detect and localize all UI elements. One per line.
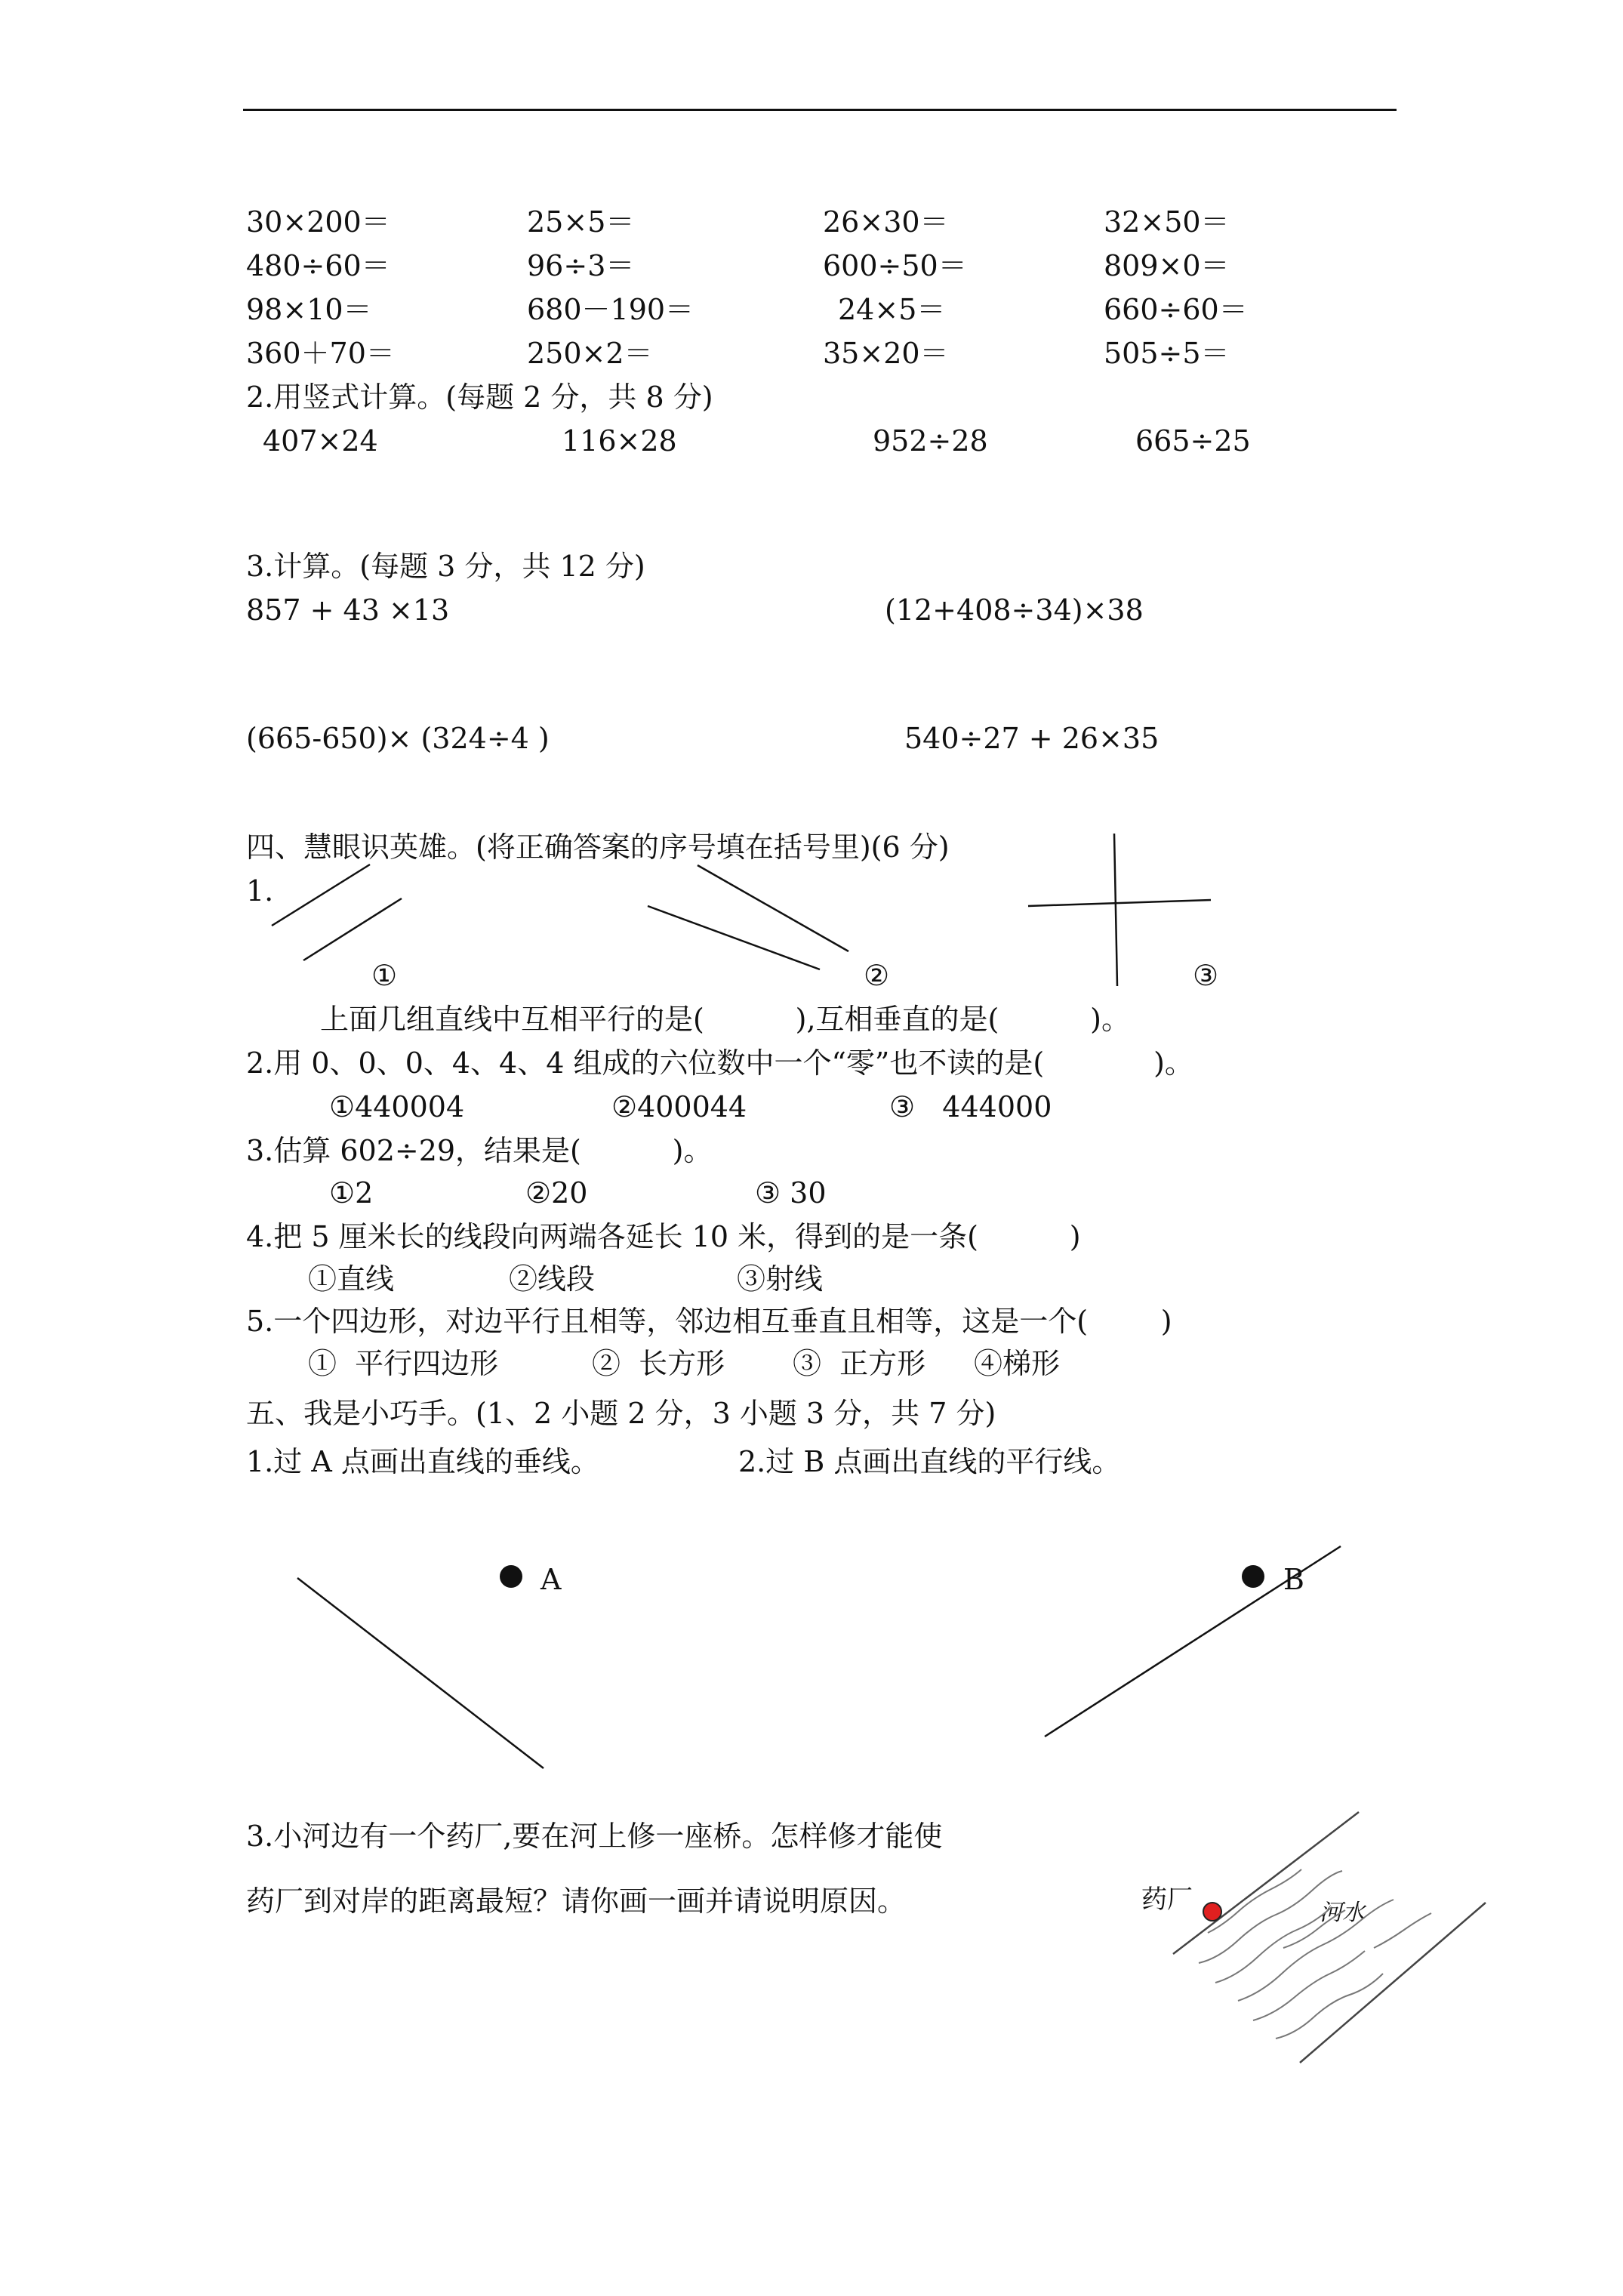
- sec4-q1-number: 1.: [246, 874, 274, 908]
- given-line: [297, 1578, 544, 1768]
- point-b: [1242, 1565, 1264, 1588]
- sec4-q4-text: 4.把 5 厘米长的线段向两端各延长 10 米，得到的是一条( ): [246, 1220, 1081, 1253]
- q3-item: 540÷27 + 26×35: [904, 722, 1160, 755]
- line: [1114, 834, 1117, 986]
- q2-item: 665÷25: [1135, 424, 1251, 458]
- q3-heading: 3.计算。(每题 3 分，共 12 分): [246, 550, 645, 583]
- option: ①直线: [308, 1262, 395, 1296]
- option: ① 平行四边形: [308, 1347, 499, 1380]
- sec4-q1-text: 上面几组直线中互相平行的是( ),互相垂直的是( )。: [320, 1003, 1130, 1036]
- option: ③射线: [737, 1262, 824, 1296]
- sec5-q3-line2: 药厂到对岸的距离最短？请你画一画并请说明原因。: [246, 1885, 907, 1918]
- sec4-q5-text: 5.一个四边形，对边平行且相等，邻边相互垂直且相等，这是一个( ): [246, 1305, 1172, 1338]
- line: [303, 898, 402, 960]
- river-label: 河水: [1320, 1900, 1365, 1926]
- oral-item: 480÷60＝: [246, 249, 390, 282]
- point-b-label: B: [1283, 1563, 1304, 1596]
- oral-item: 96÷3＝: [527, 249, 635, 282]
- q2-item: 952÷28: [873, 424, 988, 458]
- q2-item: 116×28: [562, 424, 677, 458]
- q3-item: 857 + 43 ×13: [246, 593, 450, 627]
- option: ③ 30: [755, 1176, 827, 1210]
- sec4-heading: 四、慧眼识英雄。(将正确答案的序号填在括号里)(6 分): [246, 831, 950, 864]
- option: ③ 444000: [889, 1090, 1052, 1123]
- option: ①2: [329, 1176, 374, 1210]
- oral-item: 600÷50＝: [823, 249, 967, 282]
- oral-item: 809×0＝: [1104, 249, 1230, 282]
- option: ② 长方形: [592, 1347, 725, 1380]
- factory-marker: [1203, 1903, 1221, 1921]
- sec5-q1-text: 1.过 A 点画出直线的垂线。: [246, 1445, 599, 1478]
- sec4-q3-text: 3.估算 602÷29，结果是( )。: [246, 1134, 713, 1167]
- oral-item: 360＋70＝: [246, 337, 395, 370]
- perpendicular-lines-figure-3: [1028, 834, 1211, 986]
- oral-item: 250×2＝: [527, 337, 653, 370]
- river-bank-far: [1300, 1903, 1486, 2063]
- q2-item: 407×24: [263, 424, 378, 458]
- oral-item: 680－190＝: [527, 293, 694, 326]
- option: ①440004: [329, 1090, 465, 1123]
- q3-item: (665-650)× (324÷4 ): [246, 722, 550, 755]
- oral-item: 26×30＝: [823, 205, 949, 239]
- oral-item: 505÷5＝: [1104, 337, 1230, 370]
- oral-item: 24×5＝: [838, 293, 946, 326]
- line: [698, 865, 848, 951]
- option: ②线段: [509, 1262, 596, 1296]
- perpendicular-task-figure: [297, 1578, 544, 1768]
- figure-label-2: ②: [864, 959, 890, 992]
- oral-item: 98×10＝: [246, 293, 372, 326]
- intersecting-lines-figure-2: [648, 865, 848, 969]
- option: ③ 正方形: [793, 1347, 926, 1380]
- point-a-label: A: [540, 1563, 562, 1596]
- oral-item: 25×5＝: [527, 205, 635, 239]
- oral-item: 35×20＝: [823, 337, 949, 370]
- point-a: [500, 1565, 522, 1588]
- figure-label-3: ③: [1193, 959, 1219, 992]
- q3-item: (12+408÷34)×38: [885, 593, 1144, 627]
- sec5-q3-line1: 3.小河边有一个药厂,要在河上修一座桥。怎样修才能使: [246, 1820, 943, 1853]
- option: ④梯形: [974, 1347, 1061, 1380]
- figure-label-1: ①: [371, 959, 398, 992]
- sec5-q2-text: 2.过 B 点画出直线的平行线。: [738, 1445, 1121, 1478]
- option: ②20: [525, 1176, 588, 1210]
- river-figure: [1173, 1812, 1486, 2063]
- oral-item: 32×50＝: [1104, 205, 1230, 239]
- factory-label: 药厂: [1141, 1885, 1193, 1915]
- q2-heading: 2.用竖式计算。(每题 2 分，共 8 分): [246, 381, 713, 414]
- river-bank-near: [1173, 1812, 1359, 1954]
- option: ②400044: [611, 1090, 747, 1123]
- parallel-lines-figure-1: [272, 864, 402, 960]
- oral-item: 30×200＝: [246, 205, 390, 239]
- parallel-task-figure: [1045, 1546, 1341, 1737]
- line: [272, 864, 370, 926]
- line: [1028, 900, 1211, 906]
- given-line: [1045, 1546, 1341, 1737]
- water-waves: [1199, 1869, 1431, 2039]
- oral-item: 660÷60＝: [1104, 293, 1248, 326]
- sec5-heading: 五、我是小巧手。(1、2 小题 2 分，3 小题 3 分，共 7 分): [246, 1397, 996, 1430]
- sec4-q2-text: 2.用 0、0、0、4、4、4 组成的六位数中一个“零”也不读的是( )。: [246, 1046, 1193, 1080]
- line: [648, 906, 820, 969]
